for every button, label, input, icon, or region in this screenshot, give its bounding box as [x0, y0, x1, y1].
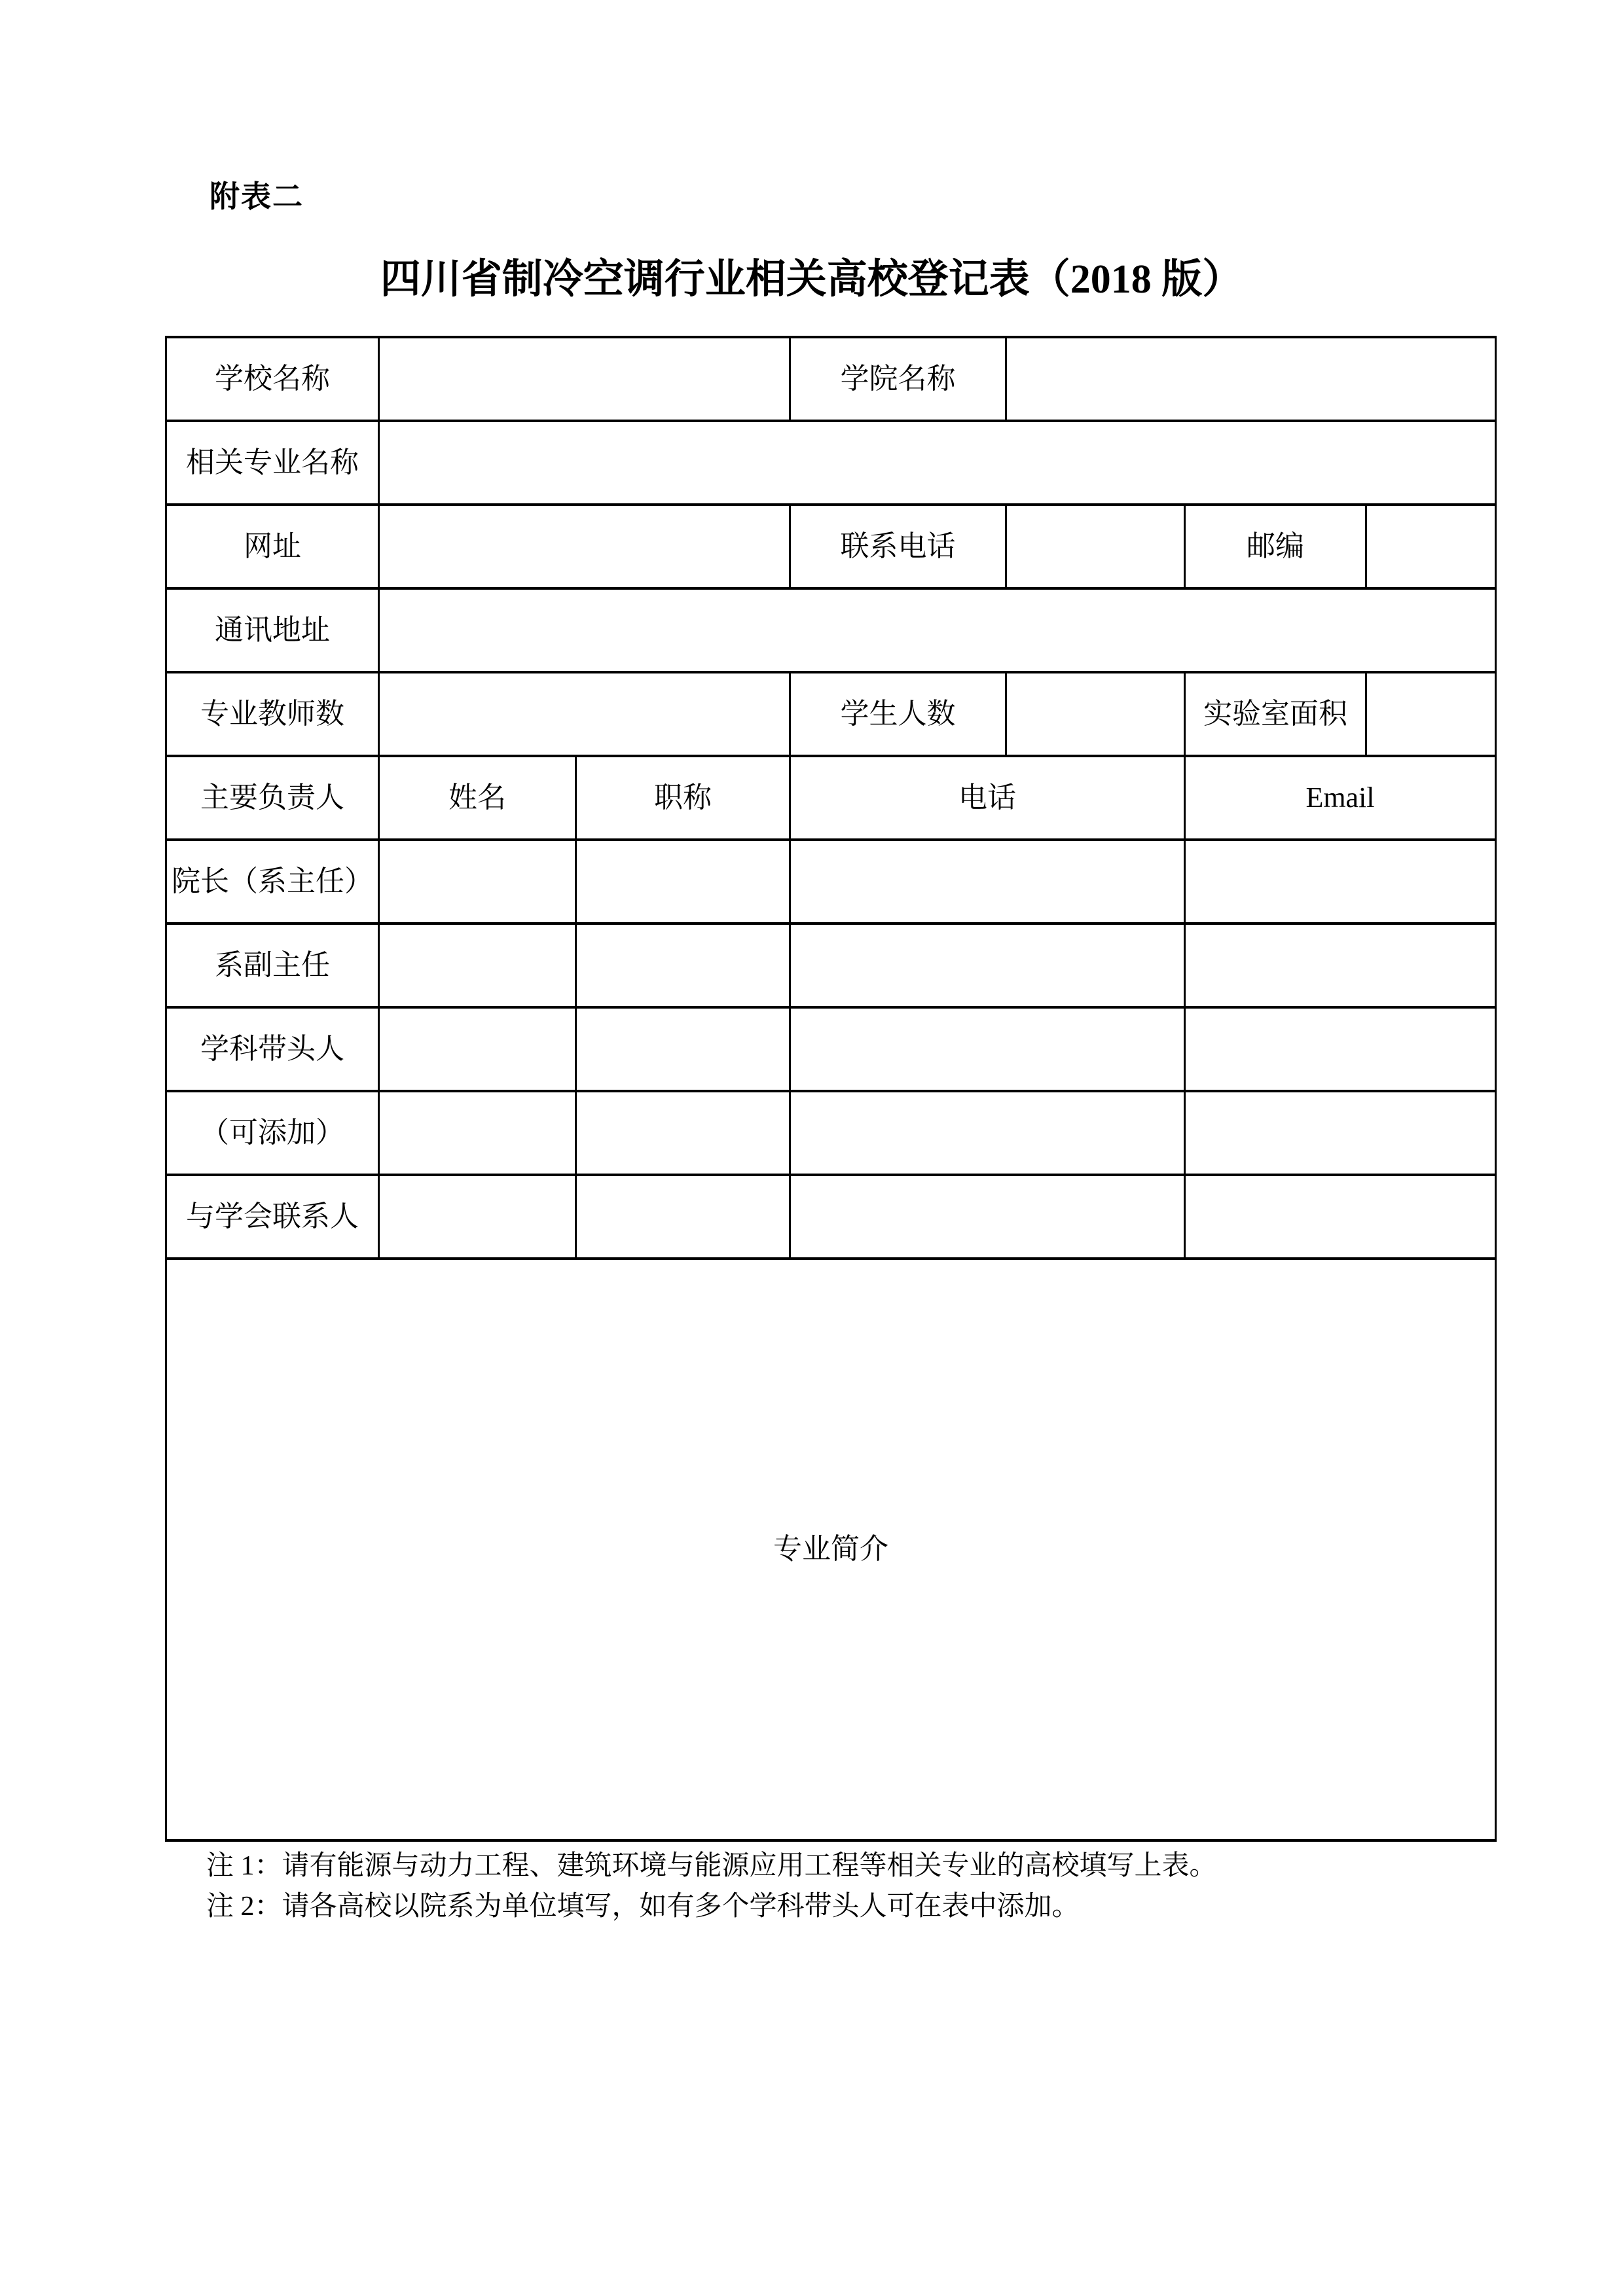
dean-email-cell[interactable]	[1185, 840, 1496, 924]
mailing-address-value-cell[interactable]	[379, 588, 1496, 672]
note-2: 注 2：请各高校以院系为单位填写，如有多个学科带头人可在表中添加。	[206, 1892, 1080, 1922]
college-name-value-cell[interactable]	[1006, 337, 1496, 421]
row-related-major	[166, 421, 1496, 505]
teacher-count-label: 专业教师数	[166, 672, 379, 756]
dean-label: 院长（系主任）	[166, 840, 379, 924]
deputy-head-job-title-cell[interactable]	[576, 924, 790, 1007]
row-principal-header	[166, 756, 1496, 840]
discipline-leader-email-cell[interactable]	[1185, 1007, 1496, 1091]
deputy-head-name-cell[interactable]	[379, 924, 576, 1007]
society-contact-name-cell[interactable]	[379, 1175, 576, 1259]
row-discipline-leader	[166, 1007, 1496, 1091]
addable-name-cell[interactable]	[379, 1091, 576, 1175]
dean-phone-cell[interactable]	[790, 840, 1185, 924]
footnotes	[206, 1846, 1217, 1927]
college-name-label: 学院名称	[790, 337, 1006, 421]
registration-table	[165, 336, 1497, 1842]
email-column-header: Email	[1185, 756, 1496, 840]
deputy-head-email-cell[interactable]	[1185, 924, 1496, 1007]
student-count-value-cell[interactable]	[1006, 672, 1185, 756]
student-count-label: 学生人数	[790, 672, 1006, 756]
discipline-leader-label: 学科带头人	[166, 1007, 379, 1091]
principal-label: 主要负责人	[166, 756, 379, 840]
deputy-head-phone-cell[interactable]	[790, 924, 1185, 1007]
discipline-leader-job-title-cell[interactable]	[576, 1007, 790, 1091]
dean-job-title-cell[interactable]	[576, 840, 790, 924]
row-dean	[166, 840, 1496, 924]
mailing-address-label: 通讯地址	[166, 588, 379, 672]
deputy-head-label: 系副主任	[166, 924, 379, 1007]
addable-job-title-cell[interactable]	[576, 1091, 790, 1175]
row-website	[166, 505, 1496, 588]
postcode-label: 邮编	[1185, 505, 1366, 588]
society-contact-phone-cell[interactable]	[790, 1175, 1185, 1259]
website-value-cell[interactable]	[379, 505, 790, 588]
row-major-intro	[166, 1259, 1496, 1840]
contact-phone-value-cell[interactable]	[1006, 505, 1185, 588]
major-intro-cell[interactable]: 专业简介	[166, 1259, 1496, 1840]
postcode-value-cell[interactable]	[1366, 505, 1496, 588]
note-1: 注 1：请有能源与动力工程、建筑环境与能源应用工程等相关专业的高校填写上表。	[206, 1851, 1217, 1881]
dean-name-cell[interactable]	[379, 840, 576, 924]
discipline-leader-name-cell[interactable]	[379, 1007, 576, 1091]
school-name-label: 学校名称	[166, 337, 379, 421]
addable-phone-cell[interactable]	[790, 1091, 1185, 1175]
addable-label: （可添加）	[166, 1091, 379, 1175]
row-society-contact	[166, 1175, 1496, 1259]
phone-column-header: 电话	[790, 756, 1185, 840]
page-title: 四川省制冷空调行业相关高校登记表（2018 版）	[380, 257, 1243, 302]
lab-area-value-cell[interactable]	[1366, 672, 1496, 756]
row-mailing-address	[166, 588, 1496, 672]
school-name-value-cell[interactable]	[379, 337, 790, 421]
row-deputy-head	[166, 924, 1496, 1007]
lab-area-label: 实验室面积	[1185, 672, 1366, 756]
society-contact-job-title-cell[interactable]	[576, 1175, 790, 1259]
discipline-leader-phone-cell[interactable]	[790, 1007, 1185, 1091]
related-major-label: 相关专业名称	[166, 421, 379, 505]
job-title-column-header: 职称	[576, 756, 790, 840]
row-addable	[166, 1091, 1496, 1175]
teacher-count-value-cell[interactable]	[379, 672, 790, 756]
name-column-header: 姓名	[379, 756, 576, 840]
related-major-value-cell[interactable]	[379, 421, 1496, 505]
contact-phone-label: 联系电话	[790, 505, 1006, 588]
website-label: 网址	[166, 505, 379, 588]
row-school	[166, 337, 1496, 421]
society-contact-label: 与学会联系人	[166, 1175, 379, 1259]
society-contact-email-cell[interactable]	[1185, 1175, 1496, 1259]
row-counts	[166, 672, 1496, 756]
annex-label: 附表二	[210, 180, 304, 213]
addable-email-cell[interactable]	[1185, 1091, 1496, 1175]
